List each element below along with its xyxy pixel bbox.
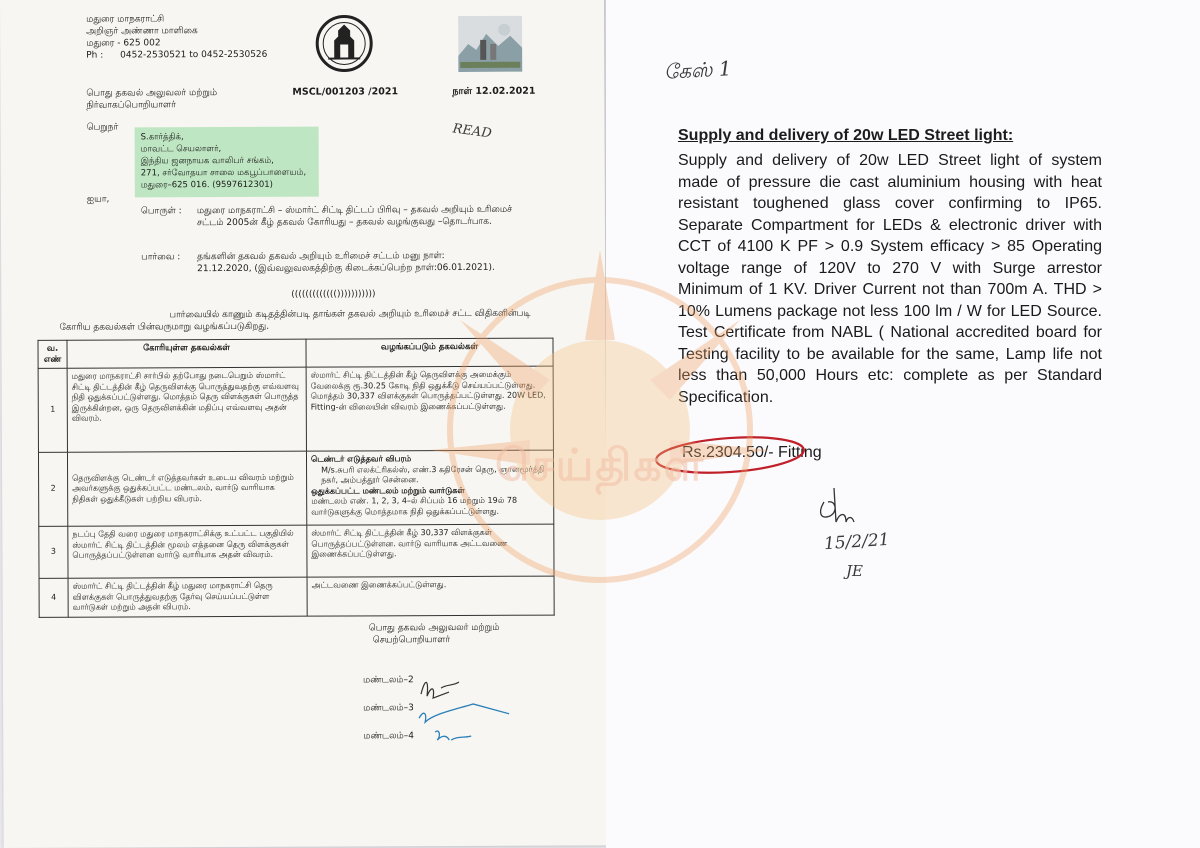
reply-text-2: மண்டலம் எண். 1, 2, 3, 4–ல் சிப்பம் 16 மற்றும் 19ல் 78 வார்டுகளுக்கு மொத்தமாக நிதி ஒதுக்கப்பட்டுள்ளது.	[311, 495, 518, 517]
subject-text: மதுரை மாநகராட்சி – ஸ்மார்ட் சிட்டி திட்டப் பிரிவு – தகவல் அறியும் உரிமைச் சட்டம் 2005ன் கீழ் தகவல் கோரியது – தகவல் வழங்குவது –தொடர்பாக.	[196, 204, 513, 229]
subject-label: பொருள் :	[140, 206, 182, 217]
smart-city-logo-icon	[458, 16, 522, 72]
row-reply: ஸ்மார்ட் சிட்டி திட்டத்தின் கீழ் தெருவிளக்கு அமைக்கும் வேலைக்கு ரூ.30.25 கோடி நிதி ஒதுக்கீடு செய்யப்பட்டுள்ளது. மொத்தம் 30,337 விளக்குகள் பொருத்தப்பட்டுள்ளது. 20W LED, Fitting-ன் விலையின் விவரம் இணைக்கப்பட்டுள்ளது.	[306, 366, 553, 451]
rti-response-table	[37, 338, 554, 618]
reply-title-2: ஒதுக்கப்பட்ட மண்டலம் மற்றும் வார்டுகள்	[311, 485, 465, 496]
table-header-row	[38, 338, 553, 368]
salutation: ஐயா,	[86, 194, 110, 205]
copy-zone-3: மண்டலம்–3	[363, 703, 414, 714]
signature-date: 15/2/21	[823, 529, 891, 555]
separator-brackets: ((((((((((((()))))))))))	[291, 289, 376, 300]
spec-title: Supply and delivery of 20w LED Street light:	[678, 127, 1014, 144]
office-header	[86, 13, 267, 62]
row-request: ஸ்மார்ட் சிட்டி திட்டத்தின் கீழ் மதுரை மாநகராட்சி தெரு விளக்குகள் பொருத்துவதற்கு தேர்வு செய்யப்பட்டுள்ள வார்டுகள் மற்றும் அதன் விபரம்.	[68, 577, 307, 617]
table-row	[39, 524, 554, 578]
row-serial: 4	[39, 578, 68, 617]
signoff-line-1: பொது தகவல் அலுவலர் மற்றும்	[368, 622, 500, 634]
reply-text: M/s.சுபரி எலக்ட்ரிகல்ஸ், எண்.3 கதிரேசன் தெரு, ஞானமூர்த்தி நகர், அம்பத்தூர் சென்னை.	[321, 464, 545, 485]
received-initials-signatures	[413, 674, 523, 758]
copy-zone-4: மண்டலம்–4	[363, 731, 415, 742]
price-value: Rs.2304.50/-	[682, 444, 774, 461]
sender-block	[86, 87, 217, 112]
row-request: மதுரை மாநகராட்சி சார்பில் தற்போது நடைபெறும் ஸ்மார்ட் சிட்டி திட்டத்தின் கீழ் தெருவிளக்கு பொருத்துவதற்கு எவ்வளவு நிதி ஒதுக்கப்பட்டுள்ளது. மொத்தம் தெரு விளக்குகள் பொருத்த இருக்கின்றன, ஒரு தெருவிளக்கின் மதிப்பு எவ்வளவு அதன் விவரம்.	[67, 367, 306, 452]
signature-role: JE	[846, 562, 863, 580]
reference-text: தங்களின் தகவல் தகவல் அறியும் உரிமைச் சட்டம் மனு நாள்: 21.12.2020, (இவ்வலுவலகத்திற்கு கிடைக்கப்பெற்ற நாள்:06.01.2021).	[197, 251, 495, 275]
table-row	[38, 366, 553, 452]
recipient-name: S.கார்த்திக்,	[140, 132, 184, 143]
row-serial: 1	[38, 368, 67, 452]
phone-number: 0452-2530521 to 0452-2530526	[120, 49, 268, 61]
madurai-corporation-emblem-icon	[314, 14, 374, 72]
office-phone	[86, 49, 267, 62]
letter-date	[452, 86, 535, 99]
reply-title: டெண்டர் எடுத்தவர் விபரம்	[310, 454, 412, 464]
row-reply: அட்டவணை இணைக்கப்பட்டுள்ளது.	[307, 576, 554, 616]
handwritten-case-note: கேஸ் 1	[663, 56, 733, 84]
office-line-2: அறிஞர் அண்ணா மாளிகை	[86, 26, 198, 37]
signoff-block	[369, 622, 500, 647]
office-line-3: மதுரை - 625 002	[86, 38, 161, 49]
recipient-org: இந்திய ஜனநாயக வாலிபர் சங்கம்,	[140, 155, 274, 167]
row-request: தெருவிளக்கு டெண்டர் எடுத்தவர்கள் உடைய விவரம் மற்றும் அவர்களுக்கு ஒதுக்கப்பட்ட மண்டலம், வார்டு வாரியாக நிதிகள் ஒதுக்கீடுகள் பற்றிய விபரம்.	[67, 451, 306, 526]
row-request: நடப்பு தேதி வரை மதுரை மாநகராட்சிக்கு உட்பட்ட பகுதியில் ஸ்மார்ட் சிட்டி திட்டத்தின் மூலம் எத்தனை தெரு விளக்குகள் பொருத்தப்பட்டுள்ளன வார்டு வாரியாக அதன் விவரம்.	[68, 525, 307, 578]
to-label: பெறுநர்	[86, 122, 119, 133]
recipient-street: 271, சர்வோதயா சாலை மகபூப்பாளையம்,	[140, 167, 307, 179]
sender-line-2: நிர்வாகப்பொறியாளர்	[86, 100, 176, 111]
price-suffix: Fitting	[773, 444, 822, 461]
signoff-line-2: செயற்பொறியாளர்	[372, 635, 451, 646]
header-serial: வ. எண்	[38, 340, 67, 368]
date-value: 12.02.2021	[475, 85, 536, 97]
reference-label: பார்வை :	[141, 252, 181, 263]
date-label: நாள்	[452, 85, 476, 98]
header-requested: கோரியுள்ள தகவல்கள்	[67, 339, 306, 368]
spec-body: Supply and delivery of 20w LED Street light of system made of pressure die cast aluminium housing with heat resistant toughened glass cover confirming to IP65. Separate Compartment for LEDs & electronic driver with CCT of 4100 K PF > 0.9 System efficacy > 85 Operating voltage range of 120V to 270 V with Surge arrestor Minimum of 1 KV. Driver Current not than 700m A. THD > 10% Lumens package not less 100 lm / W for LED Source. Test Certificate from NABL ( National accredited board for Testing facility to be available for the same, Lamp life not less than 50,000 Hours etc: complete as per Standard Specification.	[678, 152, 1102, 406]
office-line-1: மதுரை மாநகராட்சி	[86, 14, 165, 25]
table-row	[39, 576, 554, 617]
header-provided: வழங்கப்படும் தகவல்கள்	[306, 338, 553, 367]
recipient-role: மாவட்ட செயலாளர்,	[140, 144, 222, 155]
specification-page	[606, 0, 1200, 848]
phone-label: Ph :	[86, 50, 104, 61]
copy-zone-2: மண்டலம்–2	[362, 675, 414, 686]
row-serial: 2	[38, 452, 67, 526]
recipient-address	[135, 127, 319, 198]
reference-number: MSCL/001203 /2021	[292, 86, 399, 98]
row-serial: 3	[39, 526, 68, 578]
intro-paragraph: பார்வையில் காணும் கடிதத்தின்படி தாங்கள் தகவல் அறியும் உரிமைச் சட்ட விதிகளின்படி கோரிய தகவல்கள் பின்வருமாறு வழங்கப்படுகிறது.	[59, 308, 531, 333]
table-row	[38, 450, 553, 526]
watermark-text: செய்திகள்	[495, 440, 706, 491]
row-reply: ஸ்மார்ட் சிட்டி திட்டத்தின் கீழ் 30,337 விளக்குகள் பொருத்தப்பட்டுள்ளன. வார்டு வாரியாக அட்டவணை இணைக்கப்பட்டுள்ளது.	[307, 524, 554, 577]
recipient-city: மதுரை–625 016. (9597612301)	[140, 179, 274, 191]
read-stamp: READ	[451, 121, 493, 142]
sender-line-1: பொது தகவல் அலுவலர் மற்றும்	[86, 88, 218, 99]
